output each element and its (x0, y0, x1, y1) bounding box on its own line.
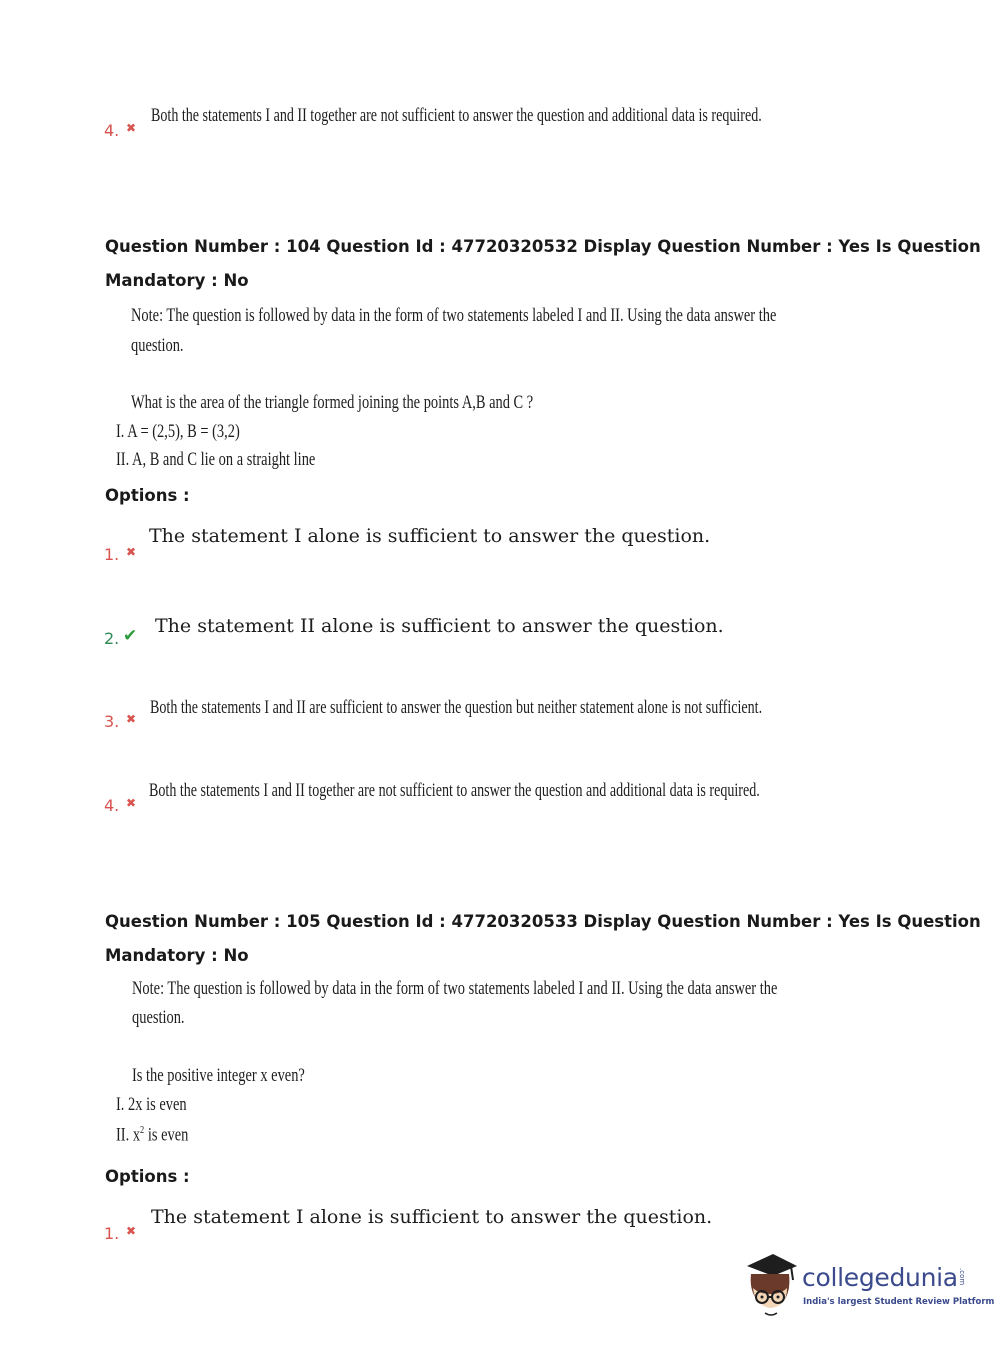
wrong-icon: ✖ (126, 796, 137, 810)
question-note: Note: The question is followed by data in the form of two statements labeled I and II. Using the data answer the (131, 305, 777, 326)
question-header-mandatory: Mandatory : No (105, 271, 249, 290)
logo-dotcom: .com (958, 1268, 966, 1286)
question-note-cont: question. (132, 1007, 185, 1028)
statement-1: I. 2x is even (116, 1094, 187, 1115)
exponent: 2 (140, 1124, 145, 1136)
question-note-cont: question. (131, 335, 184, 356)
collegedunia-mascot-icon (741, 1248, 801, 1318)
question-header: Question Number : 104 Question Id : 47720320532 Display Question Number : Yes Is Question (105, 237, 981, 256)
wrong-icon: ✖ (126, 712, 137, 726)
question-header-mandatory: Mandatory : No (105, 946, 249, 965)
statement-1: I. A = (2,5), B = (3,2) (116, 421, 240, 442)
options-label: Options : (105, 486, 190, 505)
option-number: 4. (104, 121, 120, 140)
logo-tagline: India's largest Student Review Platform (803, 1297, 995, 1307)
option-number: 4. (104, 796, 120, 815)
question-text: What is the area of the triangle formed joining the points A,B and C ? (131, 392, 534, 413)
options-label: Options : (105, 1167, 190, 1186)
option-number: 2. (104, 629, 120, 648)
question-header: Question Number : 105 Question Id : 47720320533 Display Question Number : Yes Is Question (105, 912, 981, 931)
option-text: The statement I alone is sufficient to answer the question. (149, 525, 711, 547)
option-number: 1. (104, 1224, 120, 1243)
option-text: The statement I alone is sufficient to answer the question. (151, 1206, 713, 1228)
option-text: Both the statements I and II together are not sufficient to answer the question and additional data is required. (149, 780, 760, 801)
option-number: 3. (104, 712, 120, 731)
question-note: Note: The question is followed by data in the form of two statements labeled I and II. Using the data answer the (132, 978, 778, 999)
correct-check-icon: ✔ (123, 626, 138, 646)
statement-2: II. $x^2$ is even (116, 1124, 189, 1146)
question-text: Is the positive integer x even? (132, 1065, 305, 1086)
collegedunia-logo-text: collegedunia (802, 1263, 958, 1292)
option-number: 1. (104, 545, 120, 564)
wrong-icon: ✖ (126, 545, 137, 559)
wrong-icon: ✖ (126, 1224, 137, 1238)
option-text: Both the statements I and II are sufficient to answer the question but neither statement alone is not sufficient. (150, 697, 763, 718)
statement-2: II. A, B and C lie on a straight line (116, 449, 316, 470)
wrong-icon: ✖ (126, 121, 137, 135)
option-text: The statement II alone is sufficient to answer the question. (155, 615, 724, 637)
option-text: Both the statements I and II together are not sufficient to answer the question and additional data is required. (151, 105, 762, 126)
